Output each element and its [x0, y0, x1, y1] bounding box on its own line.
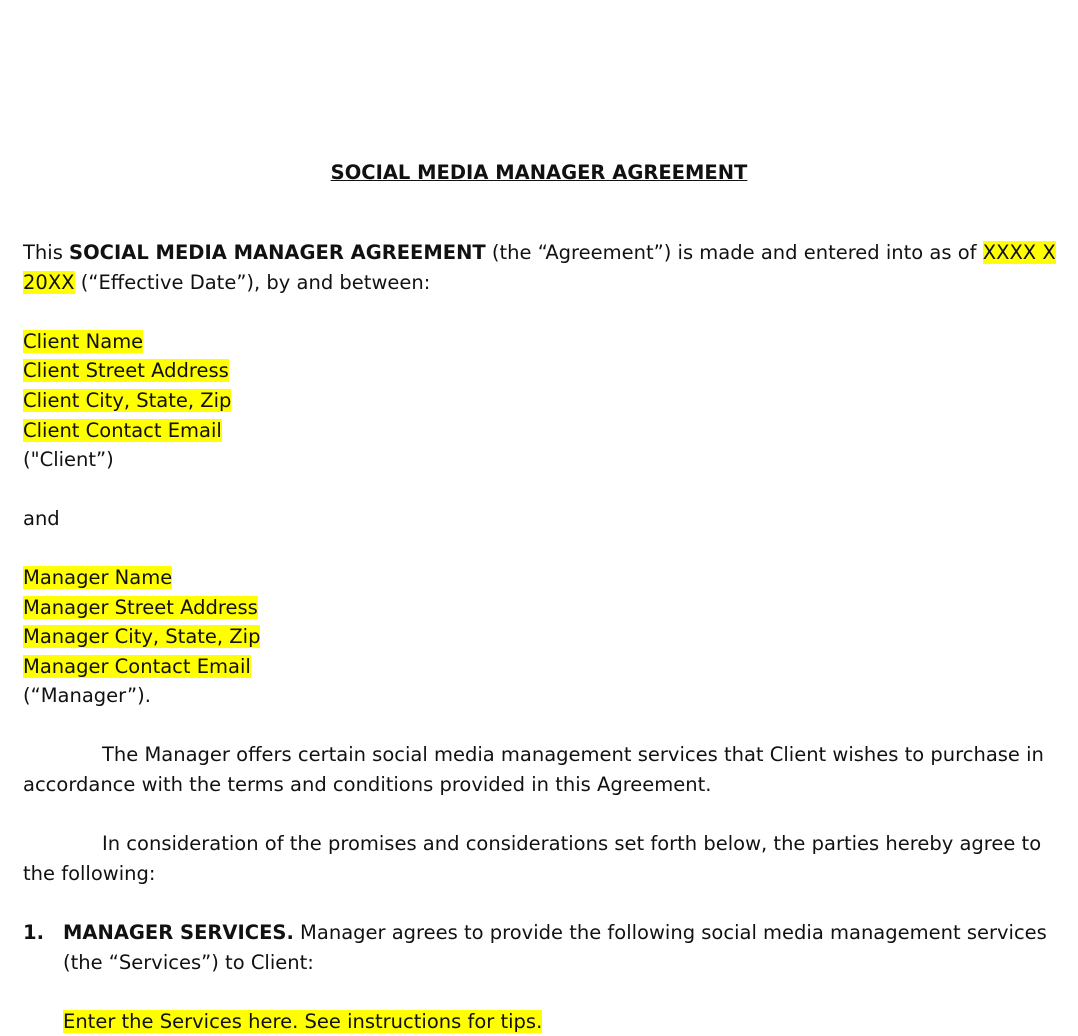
- manager-label: (“Manager”).: [23, 684, 151, 707]
- recital-2-line-1: In consideration of the promises and considerations set forth below, the parties hereby agree to: [102, 832, 1042, 855]
- section-1-heading: MANAGER SERVICES.: [63, 921, 294, 944]
- intro-line-2-rest: (“Effective Date”), by and between:: [74, 271, 431, 294]
- effective-year-placeholder: 20XX: [23, 271, 75, 294]
- intro-middle: (the “Agreement”) is made and entered into as of: [485, 241, 983, 264]
- document-title: SOCIAL MEDIA MANAGER AGREEMENT: [330, 161, 748, 184]
- client-city-line: [23, 387, 231, 415]
- intro-agreement-name: SOCIAL MEDIA MANAGER AGREEMENT: [69, 241, 486, 264]
- intro-prefix: This: [23, 241, 70, 264]
- intro-line-1: [23, 239, 1056, 267]
- manager-email-line: [23, 653, 251, 681]
- client-email-line: [23, 417, 222, 445]
- services-placeholder-line: [63, 1008, 542, 1036]
- client-street-line: [23, 357, 229, 385]
- manager-name-line: [23, 564, 172, 592]
- manager-street-line: [23, 594, 258, 622]
- services-placeholder: Enter the Services here. See instructions for tips.: [63, 1010, 543, 1033]
- manager-city-line: [23, 623, 260, 651]
- recital-1-line-2: accordance with the terms and conditions provided in this Agreement.: [23, 773, 712, 796]
- client-street: Client Street Address: [23, 359, 229, 382]
- recital-1-line-1: The Manager offers certain social media management services that Client wishes to purchase in: [102, 743, 1044, 766]
- client-email: Client Contact Email: [23, 419, 222, 442]
- and-word: and: [23, 507, 60, 530]
- manager-name: Manager Name: [23, 566, 173, 589]
- effective-date-placeholder: XXXX X: [982, 241, 1056, 264]
- section-1-number: 1.: [23, 921, 44, 944]
- manager-street: Manager Street Address: [23, 596, 258, 619]
- client-name-line: [23, 328, 143, 356]
- section-1-line-2: (the “Services”) to Client:: [63, 951, 314, 974]
- intro-line-2: [23, 269, 430, 297]
- client-label: ("Client”): [23, 448, 114, 471]
- client-name: Client Name: [23, 330, 144, 353]
- section-1-text-1: Manager agrees to provide the following social media management services: [293, 921, 1047, 944]
- manager-email: Manager Contact Email: [23, 655, 251, 678]
- client-city: Client City, State, Zip: [23, 389, 232, 412]
- section-1-line-1: [63, 919, 1047, 947]
- manager-city: Manager City, State, Zip: [23, 625, 261, 648]
- recital-2-line-2: the following:: [23, 862, 156, 885]
